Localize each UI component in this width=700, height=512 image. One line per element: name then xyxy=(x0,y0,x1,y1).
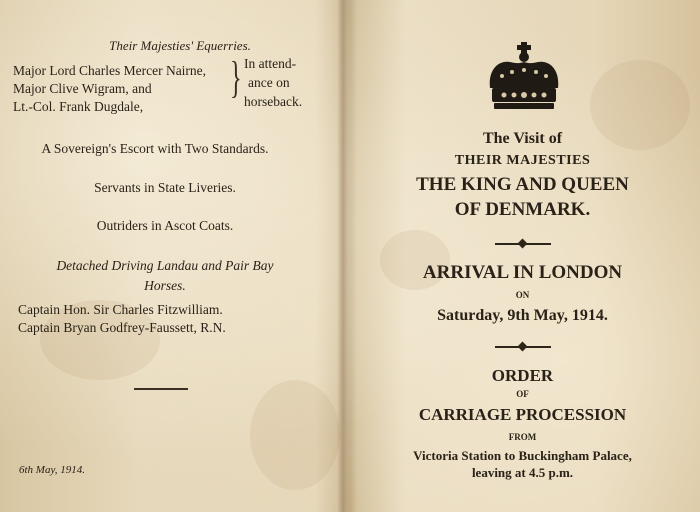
leaving-line: leaving at 4.5 p.m. xyxy=(471,465,574,480)
ornamental-divider xyxy=(495,346,551,348)
equerry-line: Major Clive Wigram, and xyxy=(13,81,152,96)
captain-line: Captain Hon. Sir Charles Fitzwilliam. xyxy=(18,302,223,317)
brace-glyph: } xyxy=(230,53,242,102)
equerries-title: Their Majesties' Equerries. xyxy=(109,38,251,53)
escort-text: A Sovereign's Escort with Two Standards. xyxy=(41,141,269,156)
arrival-title: ARRIVAL IN LONDON xyxy=(422,262,623,283)
paper-stain xyxy=(250,380,340,490)
attendance-line: ance on xyxy=(248,75,290,90)
printed-date: 6th May, 1914. xyxy=(19,464,85,476)
crown-icon xyxy=(484,40,564,112)
from-text: FROM xyxy=(508,432,537,442)
king-queen-title: THE KING AND QUEEN xyxy=(416,174,629,195)
date-line: Saturday, 9th May, 1914. xyxy=(437,307,608,324)
captain-line: Captain Bryan Godfrey-Faussett, R.N. xyxy=(18,320,226,335)
outriders-text: Outriders in Ascot Coats. xyxy=(96,218,234,233)
route-line: Victoria Station to Buckingham Palace, xyxy=(413,448,632,463)
denmark-title: OF DENMARK. xyxy=(454,199,591,220)
equerry-line: Major Lord Charles Mercer Nairne, xyxy=(13,63,207,78)
carriage-title: CARRIAGE PROCESSION xyxy=(418,405,627,424)
of-text: OF xyxy=(516,389,529,399)
visit-text: The Visit of xyxy=(482,130,563,147)
landau-text: Detached Driving Landau and Pair Bay xyxy=(56,258,274,273)
center-fold xyxy=(337,0,349,512)
attendance-line: In attend- xyxy=(244,56,297,71)
equerry-line: Lt.-Col. Frank Dugdale, xyxy=(13,99,144,114)
attendance-line: horseback. xyxy=(244,94,303,109)
order-title: ORDER xyxy=(491,366,554,385)
ornamental-divider xyxy=(495,243,551,245)
section-rule xyxy=(134,388,188,390)
servants-text: Servants in State Liveries. xyxy=(94,180,236,195)
landau-text: Horses. xyxy=(144,278,186,293)
on-text: ON xyxy=(515,290,530,300)
majesties-text: THEIR MAJESTIES xyxy=(454,153,591,168)
